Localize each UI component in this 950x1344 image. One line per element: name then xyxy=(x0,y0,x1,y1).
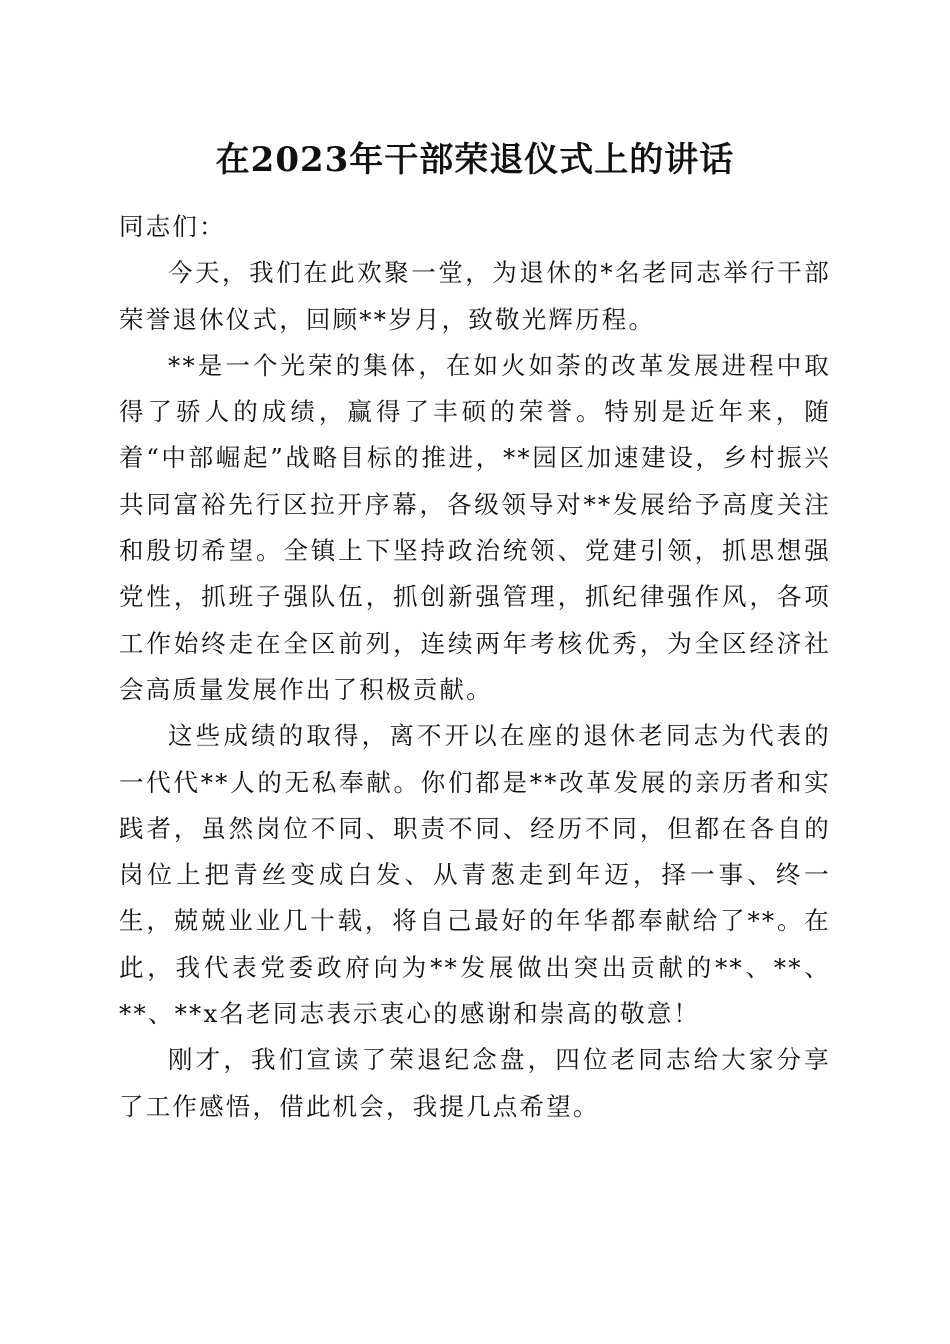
document-body xyxy=(119,204,831,1130)
salutation: 同志们： xyxy=(119,212,226,241)
paragraph-3: 这些成绩的取得，离不开以在座的退休老同志为代表的一代代**人的无私奉献。你们都是**改革发展的亲历者和实践者，虽然岗位不同、职责不同、经历不同，但都在各自的岗位上把青丝变成白发、从青葱走到年迈，择一事、终一生，兢兢业业几十载，将自己最好的年华都奉献给了**。在此，我代表党委政府向为**发展做出突出贡献的**、**、**、**x名老同志表示衷心的感谢和崇高的敬意！ xyxy=(119,721,831,1029)
document-title: 在2023年干部荣退仪式上的讲话 xyxy=(215,140,735,180)
paragraph-2: **是一个光荣的集体，在如火如荼的改革发展进程中取得了骄人的成绩，赢得了丰硕的荣誉。特别是近年来，随着“中部崛起”战略目标的推进，**园区加速建设，乡村振兴共同富裕先行区拉开序幕，各级领导对**发展给予高度关注和殷切希望。全镇上下坚持政治统领、党建引领，抓思想强党性，抓班子强队伍，抓创新强管理，抓纪律强作风，各项工作始终走在全区前列，连续两年考核优秀，为全区经济社会高质量发展作出了积极贡献。 xyxy=(119,350,831,704)
paragraph-1: 今天，我们在此欢聚一堂，为退休的*名老同志举行干部荣誉退休仪式，回顾**岁月，致敬光辉历程。 xyxy=(119,258,831,334)
paragraph-4: 刚才，我们宣读了荣退纪念盘，四位老同志给大家分享了工作感悟，借此机会，我提几点希望。 xyxy=(119,1045,831,1121)
